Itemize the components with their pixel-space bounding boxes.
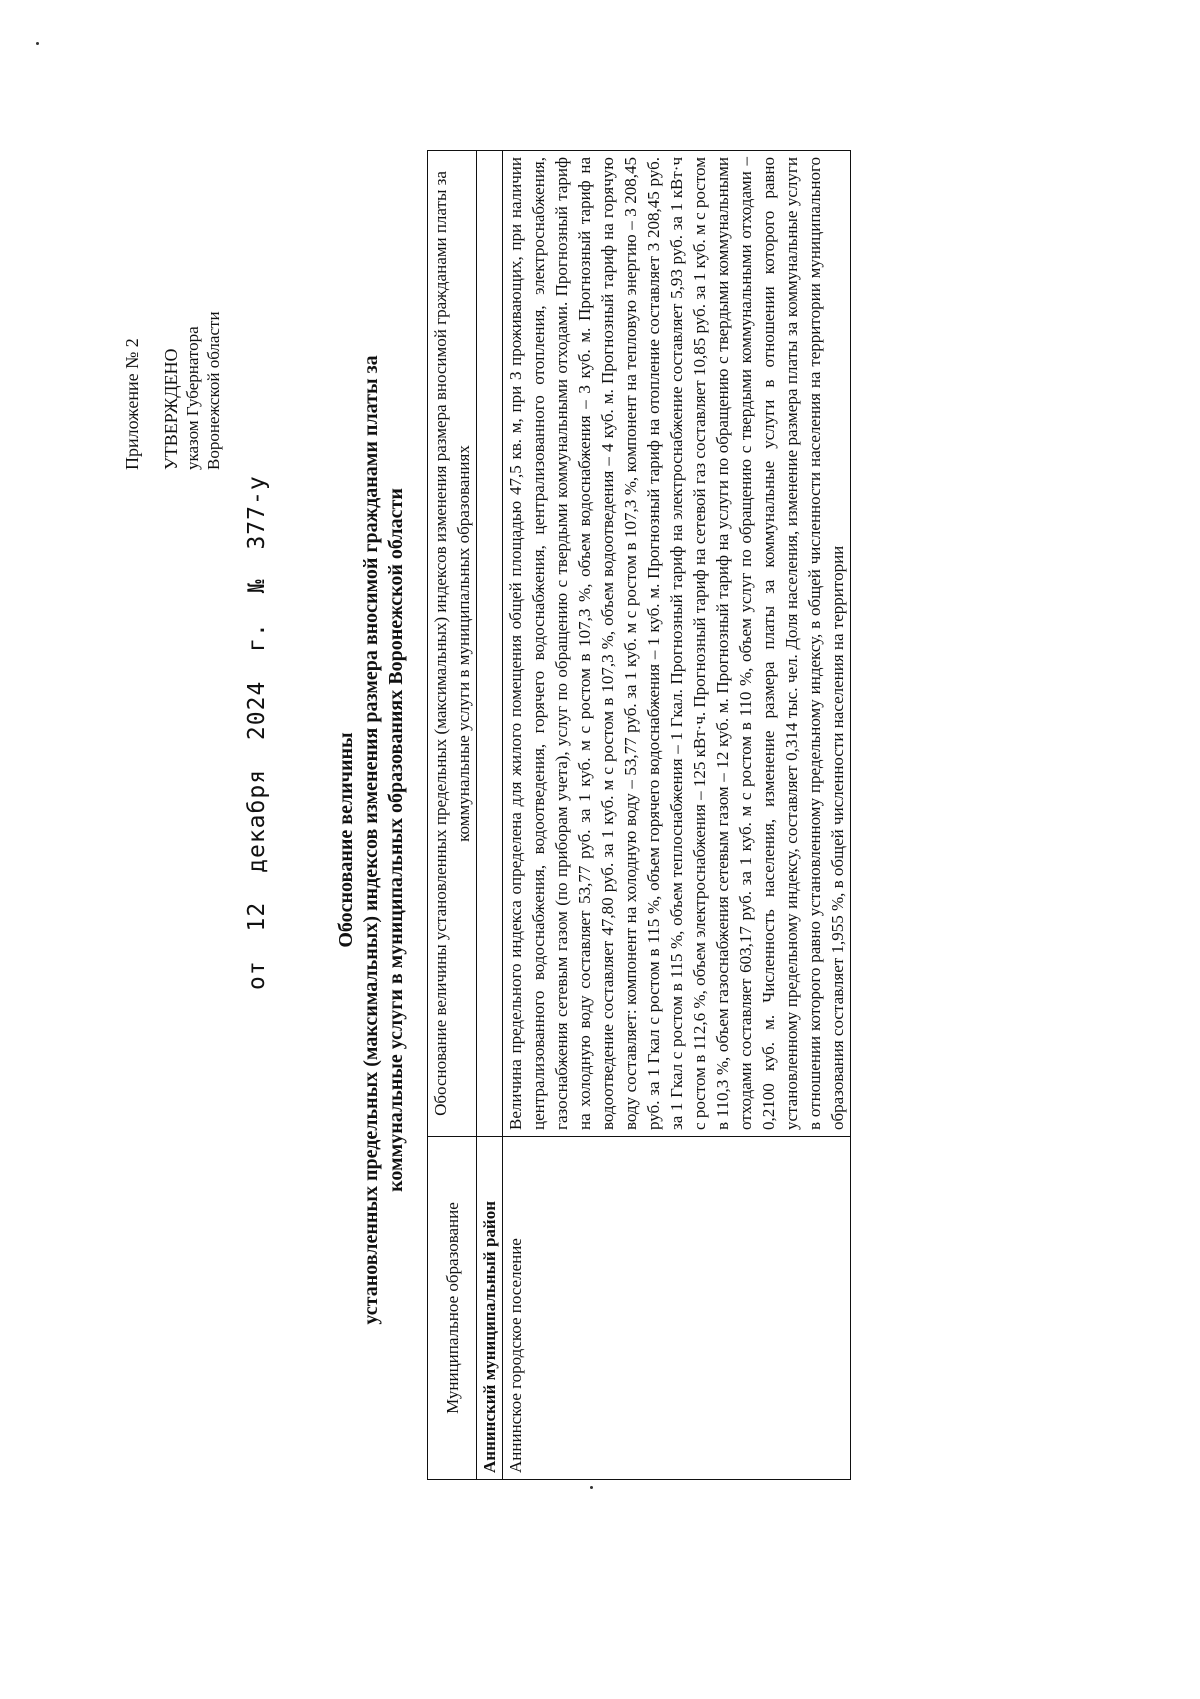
document-title [334,240,409,1440]
date-month: декабря [244,768,270,873]
date-year-suffix: г. [244,622,270,652]
justification-text: Величина предельного индекса определена для жилого помещения общей площадью 47,5 кв. м, при 3 проживающих, при наличии централизованного водоснабжения, водоотведения, горячего водоснабжения, централизованного отопления, электроснабжения, газоснабжения сетевым газом (по приборам учета), услуг по обращению с твердыми коммунальными отходами. Прогнозный тариф на холодную воду составляет 53,77 руб. за 1 куб. м с ростом в 107,3 %, объем водоснабжения – 3 куб. м. Прогнозный тариф на водоотведение составляет 47,80 руб. за 1 куб. м с ростом в 107,3 %, объем водоотведения – 4 куб. м. Прогнозный тариф на горячую воду составляет: компонент на холодную воду – 53,77 руб. за 1 куб. м с ростом в 107,3 %, компонент на тепловую энергию – 3 208,45 руб. за 1 Гкал с ростом в 115 %, объем горячего водоснабжения – 1 куб. м. Прогнозный тариф на отопление составляет 3 208,45 руб. за 1 Гкал с ростом в 115 %, объем теплоснабжения – 1 Гкал. Прогнозный тариф на электроснабжение составляет 5,93 руб. за 1 кВт·ч с ростом в 112,6 %, объем электроснабжения – 125 кВт·ч. Прогнозный тариф на сетевой газ составляет 10,85 руб. за 1 куб. м с ростом в 110,3 %, объем газоснабжения сетевым газом – 12 куб. м. Прогнозный тариф на услуги по обращению с твердыми коммунальными отходами составляет 603,17 руб. за 1 куб. м с ростом в 110 %, объем услуг по обращению с твердыми коммунальными отходами – 0,2100 куб. м. Численность населения, изменение размера платы за коммунальные услуги в отношении которого равно установленному предельному индексу, составляет 0,314 тыс. чел. Доля населения, изменение размера платы за коммунальные услуги в отношении которого равно установленному предельному индексу, в общей численности населения на территории муниципального образования составляет 1,955 %, в общей численности населения на территории [503,151,851,1137]
district-row [477,151,503,1480]
number-sign: № [244,578,270,594]
table-row [503,151,851,1480]
header-municipality: Муниципальное образование [428,1137,477,1480]
decree-number: 377-у [244,475,270,550]
approved-label: УТВЕРЖДЕНО [161,348,181,470]
district-empty-cell [477,151,503,1137]
approved-line-2: Воронежской области [204,311,223,470]
title-line-1: Обоснование величины [335,732,357,948]
title-line-3: коммунальные услуги в муниципальных образованиях Воронежской области [385,488,407,1192]
rotated-page [12,60,1172,1640]
district-name: Аннинский муниципальный район [477,1137,503,1480]
municipality-name: Аннинское городское поселение [503,1137,851,1480]
table-header-row [428,151,477,1480]
appendix-label: Приложение № 2 [122,338,142,470]
scan-speck [36,42,39,45]
date-prefix: от [244,960,270,990]
title-line-2: установленных предельных (максимальных) индексов изменения размера вносимой гражданами платы за [360,355,382,1325]
header-justification: Обоснование величины установленных предельных (максимальных) индексов изменения размера вносимой гражданами платы за коммунальные услуги в муниципальных образованиях [428,151,477,1137]
indices-table [427,150,851,1480]
approved-line-1: указом Губернатора [183,326,202,470]
decree-date-number [244,461,270,990]
date-year: 2024 [244,680,270,741]
date-day: 12 [244,901,270,932]
approval-header [122,90,224,470]
